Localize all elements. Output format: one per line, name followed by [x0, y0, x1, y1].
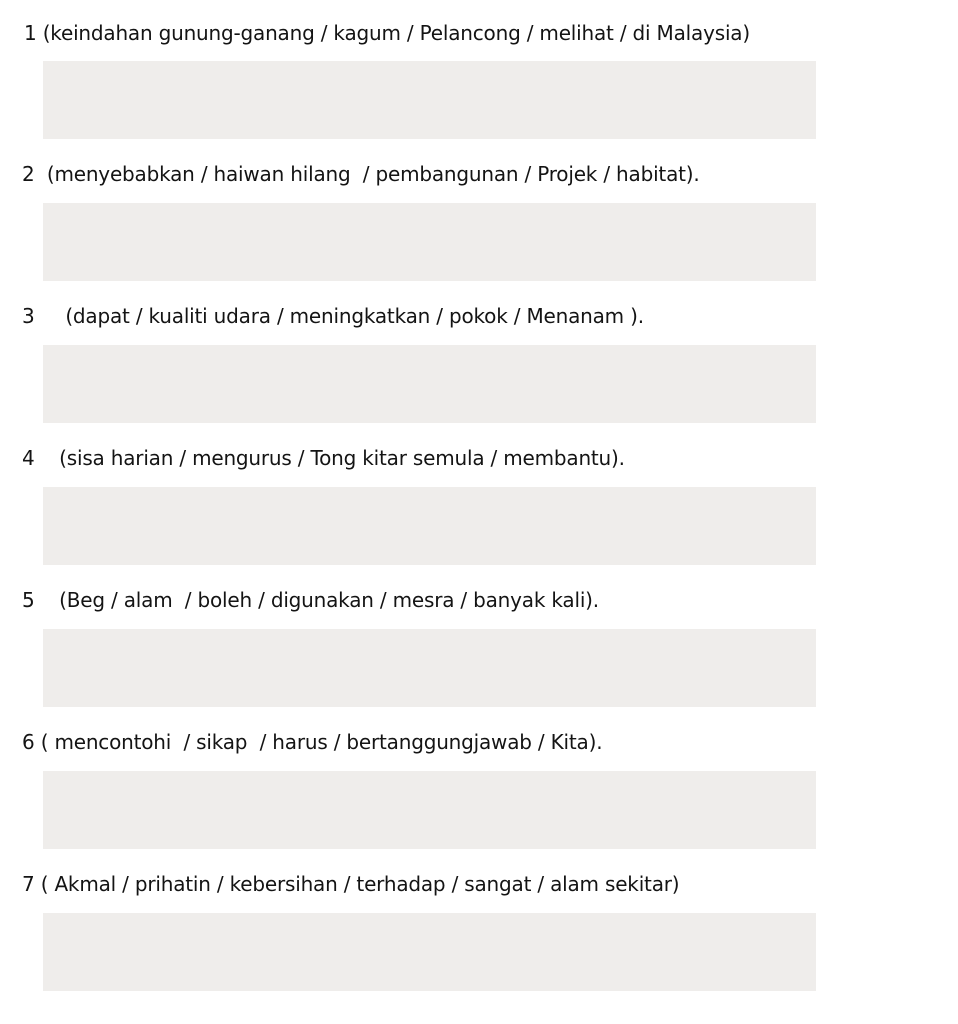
question-number: 6: [22, 730, 35, 754]
answer-box-5[interactable]: [43, 629, 816, 707]
question-prompt: ( mencontohi / sikap / harus / bertanggungjawab / Kita).: [34, 730, 603, 754]
answer-box-2[interactable]: [43, 203, 816, 281]
answer-box-4[interactable]: [43, 487, 816, 565]
question-number: 5: [22, 588, 35, 612]
question-prompt: (menyebabkan / haiwan hilang / pembangunan / Projek / habitat).: [34, 162, 700, 186]
question-prompt: (sisa harian / mengurus / Tong kitar semula / membantu).: [34, 446, 625, 470]
question-3-text: [22, 299, 644, 333]
question-1-text: [24, 16, 750, 50]
question-number: 3: [22, 304, 35, 328]
question-number: 7: [22, 872, 35, 896]
question-prompt: (dapat / kualiti udara / meningkatkan / pokok / Menanam ).: [34, 304, 644, 328]
question-6-text: [22, 725, 602, 759]
question-4-text: [22, 441, 625, 475]
answer-box-3[interactable]: [43, 345, 816, 423]
question-5-text: [22, 583, 599, 617]
question-2-text: [22, 157, 700, 191]
question-prompt: ( Akmal / prihatin / kebersihan / terhadap / sangat / alam sekitar): [34, 872, 680, 896]
answer-box-6[interactable]: [43, 771, 816, 849]
question-number: 4: [22, 446, 35, 470]
answer-box-7[interactable]: [43, 913, 816, 991]
answer-box-1[interactable]: [43, 61, 816, 139]
question-prompt: (Beg / alam / boleh / digunakan / mesra / banyak kali).: [34, 588, 599, 612]
question-prompt: (keindahan gunung-ganang / kagum / Pelancong / melihat / di Malaysia): [36, 21, 750, 45]
question-7-text: [22, 867, 679, 901]
question-number: 2: [22, 162, 35, 186]
question-number: 1: [24, 21, 37, 45]
